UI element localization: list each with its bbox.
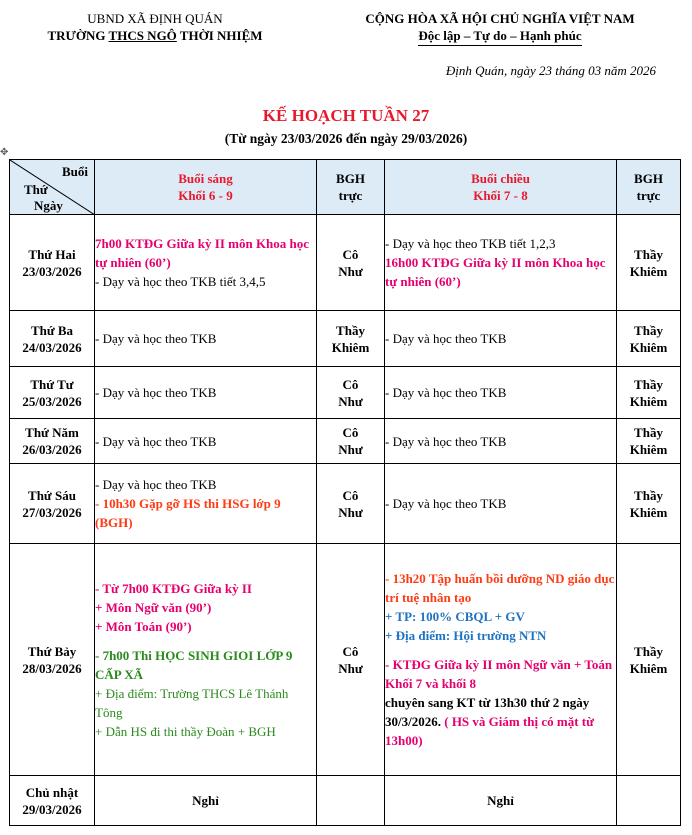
afternoon-cell: - Dạy và học theo TKB: [385, 311, 617, 367]
header-session-label: Buổi: [61, 164, 88, 179]
header-diagonal-cell: [10, 160, 95, 215]
header-afternoon: Buổi chiều Khối 7 - 8: [385, 160, 617, 215]
morning-cell: - Từ 7h00 KTĐG Giữa kỳ II + Môn Ngữ văn (90’) + Môn Toán (90’) - 7h00 Thi HỌC SINH GIOI LỚP 9 CẤP XÃ + Địa điểm: Trường THCS Lê Thánh Tông + Dẫn HS đi thi thầy Đoàn + BGH: [95, 544, 317, 776]
day-cell: Thứ Năm 26/03/2026: [10, 419, 95, 464]
day-cell: Thứ Bảy 28/03/2026: [10, 544, 95, 776]
afternoon-cell: - Dạy và học theo TKB: [385, 367, 617, 419]
duty-morning-cell: Thầy Khiêm: [317, 311, 385, 367]
page-subtitle: (Từ ngày 23/03/2026 đến ngày 29/03/2026): [224, 131, 468, 146]
page-title: KẾ HOẠCH TUẦN 27: [262, 106, 430, 125]
table-row: [10, 367, 681, 419]
morning-cell: - Dạy và học theo TKB: [95, 419, 317, 464]
table-row: [10, 464, 681, 544]
header-duty-afternoon: BGH trực: [617, 160, 681, 215]
header-day-label: Thứ: [24, 182, 48, 197]
day-cell: Thứ Tư 25/03/2026: [10, 367, 95, 419]
morning-cell: - Dạy và học theo TKB: [95, 311, 317, 367]
afternoon-cell: - Dạy và học theo TKB: [385, 419, 617, 464]
duty-afternoon-cell: Thầy Khiêm: [617, 367, 681, 419]
table-row: [10, 544, 681, 776]
table-header-row: [10, 160, 681, 215]
morning-cell: - Dạy và học theo TKB: [95, 367, 317, 419]
duty-afternoon-cell: Thầy Khiêm: [617, 311, 681, 367]
weekly-plan-table: [9, 159, 681, 826]
header-duty-morning: BGH trực: [317, 160, 385, 215]
table-move-handle-icon[interactable]: ✥: [0, 147, 9, 158]
duty-afternoon-cell: Thầy Khiêm: [617, 464, 681, 544]
duty-morning-cell: Cô Như: [317, 544, 385, 776]
duty-afternoon-cell: Thầy Khiêm: [617, 419, 681, 464]
table-row: [10, 419, 681, 464]
afternoon-cell: Nghỉ: [385, 776, 617, 826]
afternoon-cell: - Dạy và học theo TKB: [385, 464, 617, 544]
table-row: [10, 311, 681, 367]
morning-cell: 7h00 KTĐG Giữa kỳ II môn Khoa học tự nhiên (60’) - Dạy và học theo TKB tiết 3,4,5: [95, 215, 317, 311]
day-cell: Chủ nhật 29/03/2026: [10, 776, 95, 826]
school-name: TRƯỜNG THCS NGÔ THỜI NHIỆM: [47, 28, 263, 43]
national-motto: Độc lập – Tự do – Hạnh phúc: [418, 27, 581, 46]
morning-cell: Nghỉ: [95, 776, 317, 826]
commune-name: UBND XÃ ĐỊNH QUÁN: [87, 11, 223, 26]
day-cell: Thứ Hai 23/03/2026: [10, 215, 95, 311]
duty-afternoon-cell: Thầy Khiêm: [617, 544, 681, 776]
duty-morning-cell: Cô Như: [317, 215, 385, 311]
duty-morning-cell: [317, 776, 385, 826]
header-date-label: Ngày: [34, 198, 63, 213]
duty-morning-cell: Cô Như: [317, 367, 385, 419]
header-morning: Buổi sáng Khối 6 - 9: [95, 160, 317, 215]
duty-afternoon-cell: Thầy Khiêm: [617, 215, 681, 311]
national-header: [300, 10, 692, 46]
table-row: [10, 215, 681, 311]
table-row: [10, 776, 681, 826]
duty-afternoon-cell: [617, 776, 681, 826]
school-header: [0, 10, 310, 44]
day-cell: Thứ Ba 24/03/2026: [10, 311, 95, 367]
document-date: Định Quán, ngày 23 tháng 03 năm 2026: [445, 63, 656, 78]
morning-cell: - Dạy và học theo TKB - 10h30 Gặp gỡ HS thi HSG lớp 9 (BGH): [95, 464, 317, 544]
duty-morning-cell: Cô Như: [317, 419, 385, 464]
national-name: CỘNG HÒA XÃ HỘI CHỦ NGHĨA VIỆT NAM: [365, 11, 635, 26]
afternoon-cell: - Dạy và học theo TKB tiết 1,2,3 16h00 KTĐG Giữa kỳ II môn Khoa học tự nhiên (60’): [385, 215, 617, 311]
duty-morning-cell: Cô Như: [317, 464, 385, 544]
day-cell: Thứ Sáu 27/03/2026: [10, 464, 95, 544]
afternoon-cell: - 13h20 Tập huấn bồi dưỡng ND giáo dục trí tuệ nhân tạo + TP: 100% CBQL + GV + Địa điểm: Hội trường NTN - KTĐG Giữa kỳ II môn Ngữ văn + Toán Khối 7 và khối 8 chuyên sang KT từ 13h30 thứ 2 ngày 30/3/2026. ( HS và Giám thị có mặt từ 13h00): [385, 544, 617, 776]
